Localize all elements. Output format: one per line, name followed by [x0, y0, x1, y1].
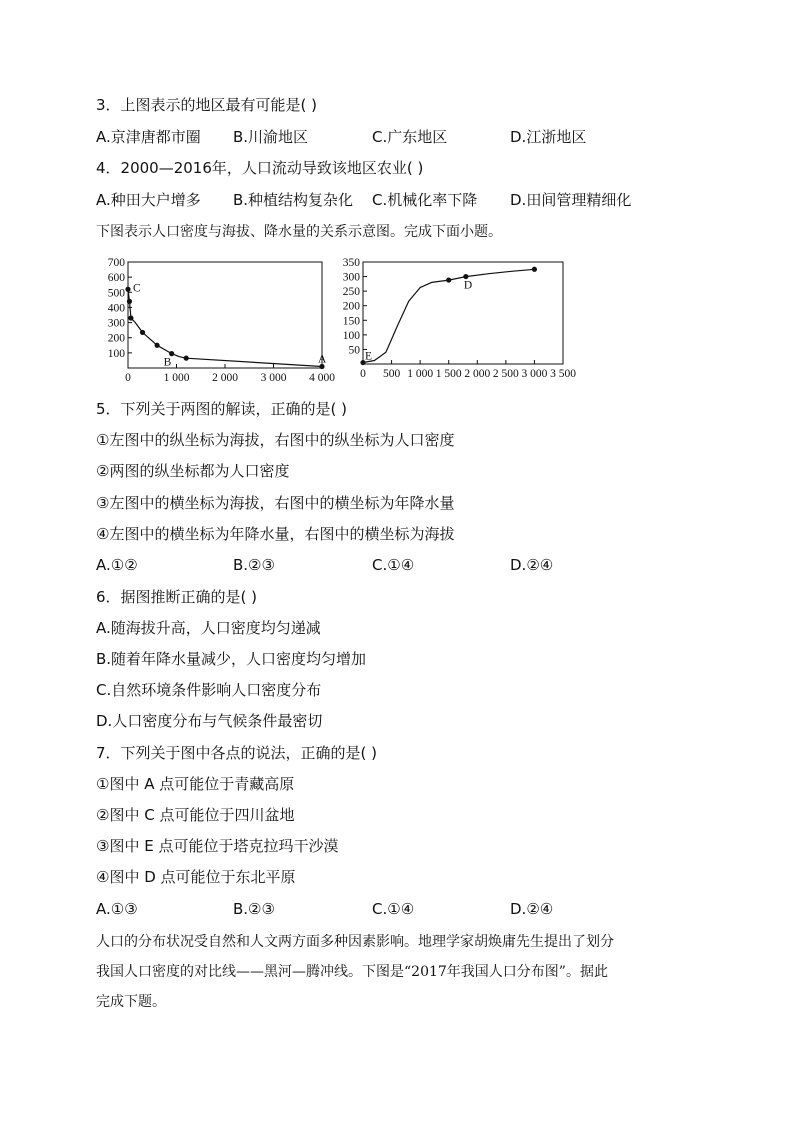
- q6-option-b: B.随着年降水量减少，人口密度均匀增加: [96, 650, 367, 668]
- left-chart-x-tick-label: 4 000: [309, 372, 335, 384]
- q5-stem: 5．下列关于两图的解读，正确的是( ): [96, 400, 348, 418]
- q5-option-b: B.②③: [233, 556, 275, 574]
- intro-text-2-line-2: 我国人口密度的对比线——黑河—腾冲线。下图是“2017年我国人口分布图”。据此: [96, 964, 608, 980]
- q7-option-a: A.①③: [96, 900, 138, 918]
- right-chart-point-label-e: E: [365, 350, 373, 363]
- q3-option-c: C.广东地区: [372, 128, 448, 146]
- intro-text-2-line-3: 完成下题。: [96, 994, 166, 1010]
- left-chart-y-tick-label: 100: [107, 347, 125, 360]
- q4-option-a: A.种田大户增多: [96, 191, 201, 209]
- right-chart-x-tick-label: 500: [382, 368, 401, 380]
- q3-option-a: A.京津唐都市圈: [96, 128, 201, 146]
- q5-item-1: ①左图中的纵坐标为海拔，右图中的纵坐标为人口密度: [96, 431, 455, 449]
- right-chart-x-tick-label: 1 000: [407, 368, 434, 380]
- intro-text-1: 下图表示人口密度与海拔、降水量的关系示意图。完成下面小题。: [96, 224, 502, 240]
- chart-left: [96, 254, 335, 384]
- q5-option-d: D.②④: [510, 556, 554, 574]
- q5-option-c: C.①④: [372, 556, 415, 574]
- q3-stem: 3．上图表示的地区最有可能是( ): [96, 96, 318, 114]
- left-chart-point-label-c: C: [133, 282, 141, 295]
- q7-option-c: C.①④: [372, 900, 415, 918]
- right-chart-series-line: [363, 269, 534, 362]
- left-chart-y-tick-label: 200: [107, 332, 125, 345]
- q5-item-3: ③左图中的横坐标为海拔，右图中的横坐标为年降水量: [96, 494, 455, 512]
- intro-text-2-line-1: 人口的分布状况受自然和人文两方面多种因素影响。地理学家胡焕庸先生提出了划分: [96, 934, 614, 950]
- left-chart-y-tick-label: 700: [107, 257, 125, 269]
- left-chart-data-point: [184, 356, 189, 361]
- left-chart-x-tick-label: 2 000: [212, 372, 238, 384]
- chart-right: [335, 254, 600, 384]
- q3-option-d: D.江浙地区: [510, 128, 587, 146]
- q5-item-4: ④左图中的横坐标为年降水量，右图中的横坐标为海拔: [96, 525, 455, 543]
- left-chart-series-line: [128, 289, 322, 366]
- q3-option-b: B.川渝地区: [233, 128, 309, 146]
- right-chart-y-tick-label: 50: [348, 344, 360, 357]
- q7-item-1: ①图中 A 点可能位于青藏高原: [96, 775, 295, 793]
- left-chart-plot-frame: [128, 262, 322, 368]
- left-chart-point-label-a: A: [318, 353, 327, 366]
- right-chart-y-tick-label: 200: [342, 300, 360, 313]
- right-chart-y-tick-label: 150: [342, 315, 360, 328]
- q6-option-d: D.人口密度分布与气候条件最密切: [96, 712, 323, 730]
- left-chart-data-point: [169, 351, 174, 356]
- left-chart-point-label-b: B: [163, 356, 172, 369]
- right-chart-x-tick-label: 2 000: [464, 368, 491, 380]
- right-chart-y-tick-label: 300: [342, 271, 360, 284]
- q6-stem: 6．据图推断正确的是( ): [96, 588, 258, 606]
- left-chart-data-point: [155, 343, 160, 348]
- left-chart-y-tick-label: 400: [107, 302, 125, 315]
- q6-option-c: C.自然环境条件影响人口密度分布: [96, 681, 322, 699]
- right-chart-data-point: [532, 267, 537, 272]
- left-chart-data-point: [127, 299, 132, 304]
- left-chart-x-tick-label: 3 000: [260, 372, 287, 384]
- q4-stem: 4．2000—2016年，人口流动导致该地区农业( ): [96, 159, 424, 177]
- right-chart-x-tick-label: 3 500: [550, 368, 576, 380]
- right-chart-x-tick-label: 3 000: [521, 368, 548, 380]
- left-chart-data-point: [128, 315, 133, 320]
- q7-option-d: D.②④: [510, 900, 554, 918]
- left-chart-y-tick-label: 500: [107, 287, 125, 300]
- q7-item-2: ②图中 C 点可能位于四川盆地: [96, 806, 295, 824]
- right-chart-x-tick-label: 2 500: [492, 368, 519, 380]
- left-chart-y-tick-label: 300: [107, 317, 125, 330]
- q5-item-2: ②两图的纵坐标都为人口密度: [96, 462, 290, 480]
- left-chart-y-tick-label: 600: [107, 272, 125, 285]
- left-chart-x-tick-label: 0: [125, 372, 131, 384]
- q6-option-a: A.随海拔升高，人口密度均匀递减: [96, 619, 321, 637]
- q7-stem: 7．下列关于图中各点的说法，正确的是( ): [96, 744, 378, 762]
- right-chart-point-label-d: D: [463, 279, 473, 292]
- q5-option-a: A.①②: [96, 556, 138, 574]
- q7-item-3: ③图中 E 点可能位于塔克拉玛干沙漠: [96, 837, 339, 855]
- right-chart-data-point: [463, 274, 468, 279]
- q4-option-c: C.机械化率下降: [372, 191, 478, 209]
- q4-option-d: D.田间管理精细化: [510, 191, 632, 209]
- right-chart-x-tick-label: 1 500: [435, 368, 462, 380]
- q4-option-b: B.种植结构复杂化: [233, 191, 354, 209]
- right-chart-y-tick-label: 350: [342, 257, 360, 269]
- left-chart-data-point: [140, 330, 145, 335]
- right-chart-y-tick-label: 100: [342, 329, 360, 342]
- right-chart-data-point: [446, 277, 451, 282]
- q7-item-4: ④图中 D 点可能位于东北平原: [96, 868, 296, 886]
- left-chart-x-tick-label: 1 000: [163, 372, 190, 384]
- right-chart-y-tick-label: 250: [342, 286, 360, 299]
- right-chart-x-tick-label: 0: [360, 368, 366, 380]
- q7-option-b: B.②③: [233, 900, 275, 918]
- left-chart-data-point: [125, 287, 130, 292]
